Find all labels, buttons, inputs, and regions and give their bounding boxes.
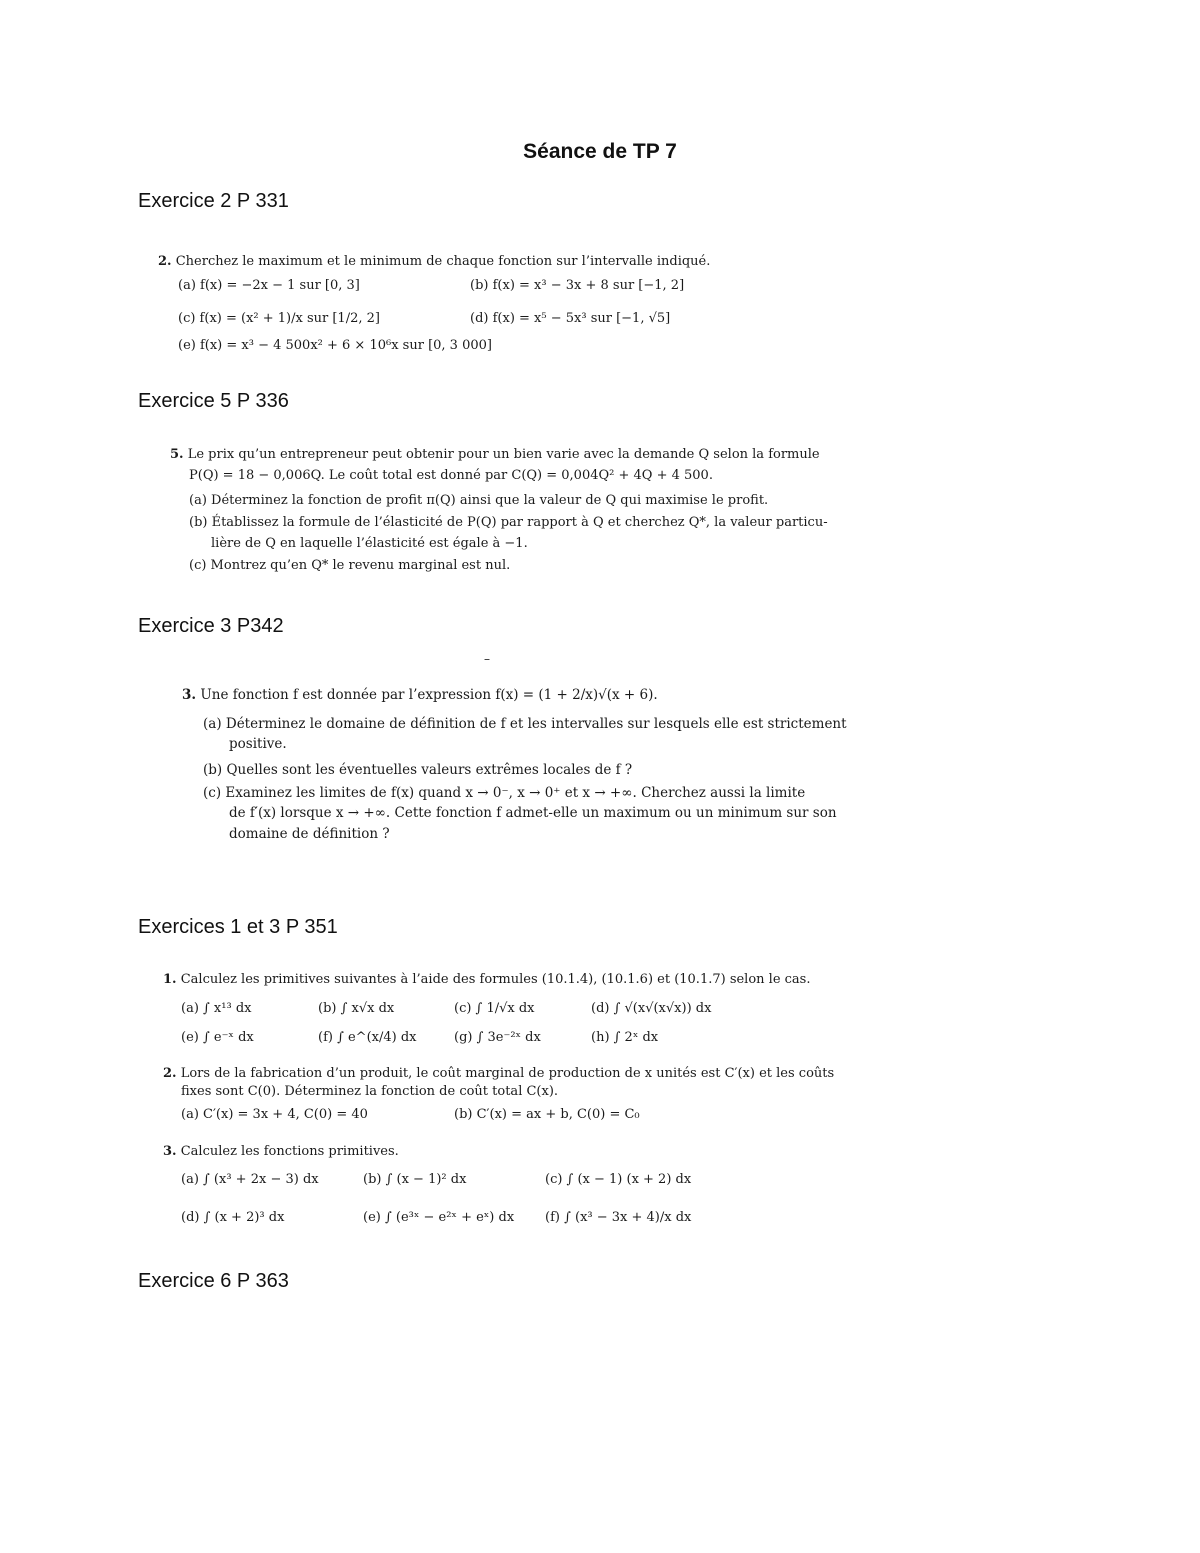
ex4-p2-item-b: (b) C′(x) = ax + b, C(0) = C₀: [454, 1107, 640, 1122]
ex1-item-b: (b) f(x) = x³ − 3x + 8 sur [−1, 2]: [470, 278, 685, 293]
ex4-p3-item-d: (d) ∫ (x + 2)³ dx: [181, 1210, 285, 1225]
exercise-heading-2: Exercice 5 P 336: [138, 390, 289, 412]
ex4-p1-item-c: (c) ∫ 1/√x dx: [454, 1001, 535, 1016]
ex3-intro-text: Une fonction f est donnée par l’expression f(x) = (1 + 2/x)√(x + 6).: [200, 687, 658, 703]
ex1-item-c: (c) f(x) = (x² + 1)/x sur [1/2, 2]: [178, 311, 380, 326]
ex4-p3-intro: [163, 1144, 399, 1159]
ex4-p2-line-2: fixes sont C(0). Déterminez la fonction de coût total C(x).: [181, 1084, 559, 1099]
ex2-item-b-line-2: lière de Q en laquelle l’élasticité est égale à −1.: [211, 536, 528, 551]
ex2-line-2: P(Q) = 18 − 0,006Q. Le coût total est donné par C(Q) = 0,004Q² + 4Q + 4 500.: [189, 468, 713, 483]
ex2-line-1-text: Le prix qu’un entrepreneur peut obtenir pour un bien varie avec la demande Q selon la formule: [187, 447, 820, 462]
ex4-p1-item-h: (h) ∫ 2ˣ dx: [591, 1030, 659, 1045]
ex3-item-c-line-2: de f′(x) lorsque x → +∞. Cette fonction f admet-elle un maximum ou un minimum sur son: [229, 805, 837, 821]
ex2-line-1: [170, 447, 820, 462]
ex4-p3-item-a: (a) ∫ (x³ + 2x − 3) dx: [181, 1172, 319, 1187]
ex3-item-a-line-2: positive.: [229, 736, 287, 752]
ex4-p3-intro-text: Calculez les fonctions primitives.: [180, 1144, 399, 1159]
ex4-p1-item-g: (g) ∫ 3e⁻²ˣ dx: [454, 1030, 541, 1045]
page-title: Séance de TP 7: [523, 140, 677, 163]
ex2-item-c: (c) Montrez qu’en Q* le revenu marginal est nul.: [189, 558, 511, 573]
ex1-item-a: (a) f(x) = −2x − 1 sur [0, 3]: [178, 278, 360, 293]
ex4-p3-item-f: (f) ∫ (x³ − 3x + 4)/x dx: [545, 1210, 692, 1225]
ex4-p3-item-b: (b) ∫ (x − 1)² dx: [363, 1172, 467, 1187]
ex3-intro: [182, 687, 658, 703]
ex4-p3-item-c: (c) ∫ (x − 1) (x + 2) dx: [545, 1172, 692, 1187]
ex3-item-a-line-1: (a) Déterminez le domaine de définition de f et les intervalles sur lesquels elle est strictement: [203, 716, 847, 732]
ex2-item-a: (a) Déterminez la fonction de profit π(Q) ainsi que la valeur de Q qui maximise le profit.: [189, 493, 769, 508]
ex1-number: 2.: [158, 254, 172, 269]
ex3-item-b: (b) Quelles sont les éventuelles valeurs extrêmes locales de f ?: [203, 762, 633, 778]
ex4-p3-item-e: (e) ∫ (e³ˣ − e²ˣ + eˣ) dx: [363, 1210, 515, 1225]
exercise-heading-1: Exercice 2 P 331: [138, 190, 289, 212]
ex3-item-c-line-1: (c) Examinez les limites de f(x) quand x → 0⁻, x → 0⁺ et x → +∞. Cherchez aussi la limite: [203, 785, 806, 801]
ex4-p2-line-1: [163, 1066, 834, 1081]
exercise-heading-5: Exercice 6 P 363: [138, 1270, 289, 1292]
ex1-item-d: (d) f(x) = x⁵ − 5x³ sur [−1, √5]: [470, 311, 671, 326]
ex4-p2-number: 2.: [163, 1066, 177, 1081]
ex1-item-e: (e) f(x) = x³ − 4 500x² + 6 × 10⁶x sur [0, 3 000]: [178, 338, 492, 353]
exercise-heading-4: Exercices 1 et 3 P 351: [138, 916, 338, 938]
ex4-p2-item-a: (a) C′(x) = 3x + 4, C(0) = 40: [181, 1107, 368, 1122]
ex4-p1-number: 1.: [163, 972, 177, 987]
ex2-number: 5.: [170, 447, 184, 462]
ex2-item-b-line-1: (b) Établissez la formule de l’élasticité de P(Q) par rapport à Q et cherchez Q*, la valeur particu-: [189, 515, 828, 530]
ex4-p1-intro: [163, 972, 811, 987]
ex4-p2-line-1-text: Lors de la fabrication d’un produit, le coût marginal de production de x unités est C′(x) et les coûts: [180, 1066, 835, 1081]
ex4-p1-item-f: (f) ∫ e^(x/4) dx: [318, 1030, 417, 1045]
ex3-item-c-line-3: domaine de définition ?: [229, 826, 390, 842]
ex4-p1-item-b: (b) ∫ x√x dx: [318, 1001, 395, 1016]
stray-dash: –: [484, 652, 490, 666]
exercise-heading-3: Exercice 3 P342: [138, 615, 284, 637]
ex4-p3-number: 3.: [163, 1144, 177, 1159]
ex4-p1-item-a: (a) ∫ x¹³ dx: [181, 1001, 252, 1016]
ex3-number: 3.: [182, 687, 197, 703]
ex4-p1-item-e: (e) ∫ e⁻ˣ dx: [181, 1030, 254, 1045]
ex4-p1-item-d: (d) ∫ √(x√(x√x)) dx: [591, 1001, 712, 1016]
ex1-intro-text: Cherchez le maximum et le minimum de chaque fonction sur l’intervalle indiqué.: [175, 254, 711, 269]
ex1-intro: [158, 254, 710, 269]
ex4-p1-intro-text: Calculez les primitives suivantes à l’aide des formules (10.1.4), (10.1.6) et (10.1.7) selon le cas.: [180, 972, 811, 987]
